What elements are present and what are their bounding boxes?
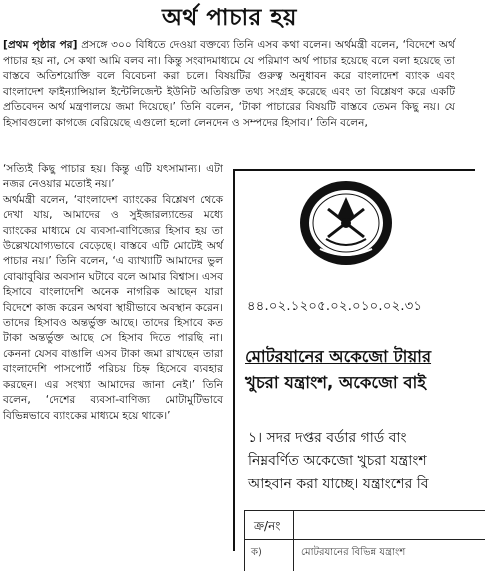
notice-body — [248, 427, 488, 496]
lead-text: প্রসঙ্গে ৩০০ বিধিতে দেওয়া বক্তব্যে তিনি এসব কথা বলেন। অর্থমন্ত্রী বলেন, ‘বিদেশে অর্থ পাচার হয় না, সে কথা আমি বলব না। কিন্তু সংবাদমাধ্যমে যে পরিমাণ অর্থ পাচার হয়েছে বলে বলা হয়েছে তা বাস্তবে অতিশয়োক্তি বলে বিবেচনা করা চলে। বিষয়টির গুরুত্ব অনুধাবন করে বাংলাদেশ ব্যাংক এবং বাংলাদেশ ফাইন্যান্সিয়াল ইন্টেলিজেন্ট ইউনিট অতিরিক্ত তথ্য সংগ্রহ করেছে এবং তা বিশ্লেষণ করে একটি প্রতিবেদন অর্থ মন্ত্রণালয়ে জমা দিয়েছে।’ তিনি বলেন, ‘টাকা পাচারের বিষয়টি বাস্তবে তেমন কিছু নয়। যে হিসাবগুলো কাগজে বেরিয়েছে এগুলো হলো লেনদেন ও সম্পদের হিসাব।’ তিনি বলেন, — [3, 39, 455, 129]
tender-notice — [233, 169, 475, 558]
notice-title-line-1: মোটরযানের অকেজো টায়ার — [245, 347, 432, 366]
item-table — [244, 510, 485, 571]
notice-body-line: ১। সদর দপ্তর বর্ডার গার্ড বাং — [248, 430, 407, 446]
article-column — [3, 162, 223, 424]
column-paragraph-1: ‘সত্যিই কিছু পাচার হয়। কিন্তু এটি যৎসামান্য। এটা নজর নেওয়ার মতোই নয়।’ — [3, 163, 223, 191]
memo-number: ৪৪.০২.১২০৫.০২.০১০.০২.৩১ — [247, 299, 423, 314]
table-header-serial: ক্র/নং — [254, 519, 281, 533]
table-divider — [245, 539, 485, 540]
article-lead-paragraph — [3, 38, 455, 131]
bgb-emblem-icon — [298, 179, 394, 267]
article-headline: অর্থ পাচার হয় — [162, 5, 297, 31]
table-cell-item: মোটরযানের বিভিন্ন যন্ত্রাংশ — [301, 547, 406, 558]
column-paragraph-2: অর্থমন্ত্রী বলেন, ‘বাংলাদেশ ব্যাংকের বিশ্লেষণ থেকে দেখা যায়, আমাদের ও সুইজারল্যান্ডের মধ্যে ব্যাংকের মাধ্যমে যে ব্যবসা-বাণিজ্যের হিসাব হয় তা উল্লেখযোগ্যভাবে বেড়েছে। বাস্তবে এটি মোটেই অর্থ পাচার নয়।’ তিনি বলেন, ‘এ ব্যাখ্যাটি আমাদের ভুল বোঝাবুঝির অবসান ঘটাবে বলে আমার বিশ্বাস। এসব হিসাবে বাংলাদেশি অনেক নাগরিক আছেন যারা বিদেশে কাজ করেন অথবা স্থায়ীভাবে অবস্থান করেন। তাদের হিসাবও অন্তর্ভুক্ত আছে। তাদের হিসাবে কত টাকা অন্তর্ভুক্ত আছে সে হিসাব দিতে পারছি না। কেননা যেসব বাঙালি এসব টাকা জমা রাখছেন তারা বাংলাদেশি পাসপোর্ট পরিচয় চিহ্ন হিসেবে ব্যবহার করছেন। এর সংখ্যা আমাদের জানা নেই।’ তিনি বলেন, ‘দেশের ব্যবসা-বাণিজ্য মোটামুটিভাবে বিভিন্নভাবে ব্যাংকের মাধ্যমে হয়ে থাকে।’ — [3, 193, 223, 422]
notice-body-line: নিম্নবর্ণিত অকেজো খুচরা যন্ত্রাংশ — [248, 453, 427, 469]
notice-title — [245, 345, 485, 395]
notice-body-line: আহবান করা যাচ্ছে। যন্ত্রাংশের বি — [248, 476, 429, 492]
continued-tag: [প্রথম পৃষ্ঠার পর] — [3, 39, 78, 51]
notice-title-line-2: খুচরা যন্ত্রাংশ, অকেজো বাই — [245, 373, 426, 392]
table-cell-serial: ক) — [251, 547, 262, 558]
table-divider — [293, 511, 294, 571]
